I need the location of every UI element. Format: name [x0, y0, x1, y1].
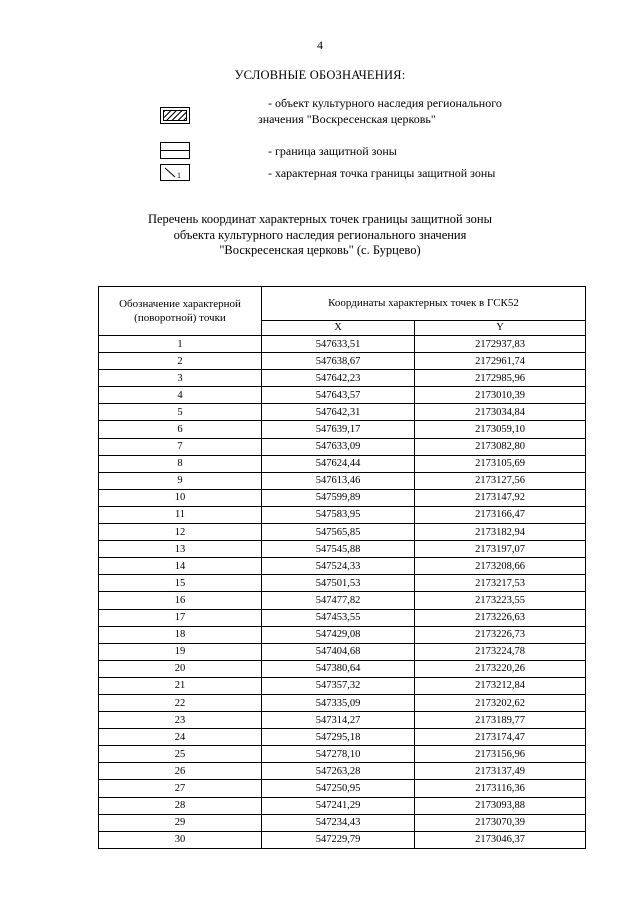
- table-row: [99, 831, 586, 848]
- x-coordinate-cell: 547642,31: [262, 404, 415, 421]
- page-number: 4: [317, 38, 323, 52]
- y-coordinate-cell: 2173182,94: [415, 524, 586, 541]
- x-coordinate-cell: 547643,57: [262, 387, 415, 404]
- table-row: [99, 814, 586, 831]
- y-coordinate-cell: 2173059,10: [415, 421, 586, 438]
- y-coordinate-cell: 2173166,47: [415, 506, 586, 523]
- y-coordinate-cell: 2172937,83: [415, 336, 586, 353]
- table-row: [99, 797, 586, 814]
- y-coordinate-cell: 2173070,39: [415, 814, 586, 831]
- point-number-cell: 16: [99, 592, 262, 609]
- y-coordinate-cell: 2172985,96: [415, 370, 586, 387]
- point-number-cell: 11: [99, 506, 262, 523]
- x-coordinate-cell: 547295,18: [262, 729, 415, 746]
- y-coordinate-cell: 2172961,74: [415, 353, 586, 370]
- table-row: [99, 438, 586, 455]
- legend-text-boundary: - граница защитной зоны: [268, 144, 397, 158]
- x-coordinate-cell: 547263,28: [262, 763, 415, 780]
- list-title-line: объекта культурного наследия регионального значения: [173, 227, 467, 242]
- point-number-cell: 20: [99, 660, 262, 677]
- coordinates-table-body: [99, 336, 586, 849]
- table-row: [99, 506, 586, 523]
- point-number-cell: 22: [99, 694, 262, 711]
- point-marker-icon: [160, 164, 190, 181]
- point-number-cell: 27: [99, 780, 262, 797]
- x-coordinate-cell: 547642,23: [262, 370, 415, 387]
- list-title-line: Перечень координат характерных точек границы защитной зоны: [147, 212, 493, 226]
- table-row: [99, 421, 586, 438]
- x-coordinate-cell: 547633,51: [262, 336, 415, 353]
- point-number-cell: 17: [99, 609, 262, 626]
- table-row: [99, 353, 586, 370]
- list-title-line: "Воскресенская церковь" (с. Бурцево): [219, 243, 421, 257]
- y-coordinate-cell: 2173208,66: [415, 558, 586, 575]
- y-coordinate-cell: 2173082,80: [415, 438, 586, 455]
- point-number-cell: 24: [99, 729, 262, 746]
- point-number-cell: 26: [99, 763, 262, 780]
- legend-item-boundary: [0, 142, 640, 159]
- y-coordinate-cell: 2173197,07: [415, 541, 586, 558]
- point-number-cell: 6: [99, 421, 262, 438]
- point-number-cell: 21: [99, 677, 262, 694]
- table-row: [99, 489, 586, 506]
- x-coordinate-cell: 547278,10: [262, 746, 415, 763]
- table-row: [99, 729, 586, 746]
- y-coordinate-cell: 2173105,69: [415, 455, 586, 472]
- point-number-cell: 8: [99, 455, 262, 472]
- point-number-cell: 28: [99, 797, 262, 814]
- x-coordinate-cell: 547633,09: [262, 438, 415, 455]
- point-number-cell: 12: [99, 524, 262, 541]
- table-row: [99, 763, 586, 780]
- x-coordinate-cell: 547545,88: [262, 541, 415, 558]
- y-coordinate-cell: 2173224,78: [415, 643, 586, 660]
- table-row: [99, 643, 586, 660]
- x-coordinate-cell: 547613,46: [262, 472, 415, 489]
- legend-text-heritage-object: [258, 95, 502, 127]
- point-number-cell: 14: [99, 558, 262, 575]
- table-row: [99, 524, 586, 541]
- y-coordinate-cell: 2173093,88: [415, 797, 586, 814]
- x-coordinate-cell: 547229,79: [262, 831, 415, 848]
- table-row: [99, 472, 586, 489]
- table-row: [99, 694, 586, 711]
- table-row: [99, 626, 586, 643]
- y-coordinate-cell: 2173010,39: [415, 387, 586, 404]
- y-coordinate-cell: 2173202,62: [415, 694, 586, 711]
- x-coordinate-cell: 547250,95: [262, 780, 415, 797]
- table-row: [99, 404, 586, 421]
- point-number-cell: 9: [99, 472, 262, 489]
- y-coordinate-cell: 2173217,53: [415, 575, 586, 592]
- y-coordinate-cell: 2173226,73: [415, 626, 586, 643]
- table-row: [99, 609, 586, 626]
- point-number-cell: 25: [99, 746, 262, 763]
- x-coordinate-cell: 547241,29: [262, 797, 415, 814]
- x-coordinate-cell: 547639,17: [262, 421, 415, 438]
- y-coordinate-cell: 2173223,55: [415, 592, 586, 609]
- header-x: X: [262, 320, 415, 335]
- y-coordinate-cell: 2173116,36: [415, 780, 586, 797]
- x-coordinate-cell: 547357,32: [262, 677, 415, 694]
- legend-title: УСЛОВНЫЕ ОБОЗНАЧЕНИЯ:: [234, 68, 406, 82]
- legend-text-line: значения "Воскресенская церковь": [258, 112, 436, 126]
- point-number-cell: 7: [99, 438, 262, 455]
- x-coordinate-cell: 547599,89: [262, 489, 415, 506]
- x-coordinate-cell: 547624,44: [262, 455, 415, 472]
- table-row: [99, 660, 586, 677]
- y-coordinate-cell: 2173156,96: [415, 746, 586, 763]
- point-number-cell: 29: [99, 814, 262, 831]
- x-coordinate-cell: 547314,27: [262, 712, 415, 729]
- table-row: [99, 592, 586, 609]
- table-row: [99, 712, 586, 729]
- hatched-rectangle-icon: [160, 107, 190, 124]
- legend-item-heritage-object: [0, 96, 640, 126]
- header-coordinates: Координаты характерных точек в ГСК52: [262, 287, 586, 321]
- table-row: [99, 387, 586, 404]
- y-coordinate-cell: 2173189,77: [415, 712, 586, 729]
- coordinates-table: [98, 286, 586, 849]
- x-coordinate-cell: 547565,85: [262, 524, 415, 541]
- x-coordinate-cell: 547477,82: [262, 592, 415, 609]
- x-coordinate-cell: 547501,53: [262, 575, 415, 592]
- y-coordinate-cell: 2173046,37: [415, 831, 586, 848]
- legend-text-line: - объект культурного наследия регионального: [268, 96, 502, 110]
- point-number-cell: 4: [99, 387, 262, 404]
- y-coordinate-cell: 2173212,84: [415, 677, 586, 694]
- table-row: [99, 370, 586, 387]
- legend-item-point: [0, 164, 640, 181]
- table-row: [99, 336, 586, 353]
- x-coordinate-cell: 547335,09: [262, 694, 415, 711]
- y-coordinate-cell: 2173174,47: [415, 729, 586, 746]
- point-number-cell: 5: [99, 404, 262, 421]
- y-coordinate-cell: 2173137,49: [415, 763, 586, 780]
- header-y: Y: [415, 320, 586, 335]
- x-coordinate-cell: 547234,43: [262, 814, 415, 831]
- y-coordinate-cell: 2173127,56: [415, 472, 586, 489]
- table-row: [99, 780, 586, 797]
- x-coordinate-cell: 547380,64: [262, 660, 415, 677]
- x-coordinate-cell: 547453,55: [262, 609, 415, 626]
- point-number-cell: 15: [99, 575, 262, 592]
- table-row: [99, 541, 586, 558]
- point-number-cell: 30: [99, 831, 262, 848]
- table-row: [99, 558, 586, 575]
- x-coordinate-cell: 547638,67: [262, 353, 415, 370]
- header-designation: Обозначение характерной (поворотной) точки: [99, 287, 262, 336]
- table-row: [99, 746, 586, 763]
- point-number-cell: 10: [99, 489, 262, 506]
- list-title: [0, 212, 640, 259]
- y-coordinate-cell: 2173034,84: [415, 404, 586, 421]
- x-coordinate-cell: 547404,68: [262, 643, 415, 660]
- point-number-cell: 3: [99, 370, 262, 387]
- point-number-cell: 13: [99, 541, 262, 558]
- y-coordinate-cell: 2173147,92: [415, 489, 586, 506]
- x-coordinate-cell: 547429,08: [262, 626, 415, 643]
- point-marker-label: 1: [177, 171, 181, 180]
- y-coordinate-cell: 2173220,26: [415, 660, 586, 677]
- point-number-cell: 19: [99, 643, 262, 660]
- table-row: [99, 677, 586, 694]
- table-row: [99, 575, 586, 592]
- table-row: [99, 455, 586, 472]
- point-number-cell: 18: [99, 626, 262, 643]
- point-number-cell: 1: [99, 336, 262, 353]
- point-number-cell: 23: [99, 712, 262, 729]
- boundary-line-icon: [160, 142, 190, 159]
- x-coordinate-cell: 547524,33: [262, 558, 415, 575]
- x-coordinate-cell: 547583,95: [262, 506, 415, 523]
- legend-text-point: - характерная точка границы защитной зоны: [268, 166, 496, 180]
- point-number-cell: 2: [99, 353, 262, 370]
- y-coordinate-cell: 2173226,63: [415, 609, 586, 626]
